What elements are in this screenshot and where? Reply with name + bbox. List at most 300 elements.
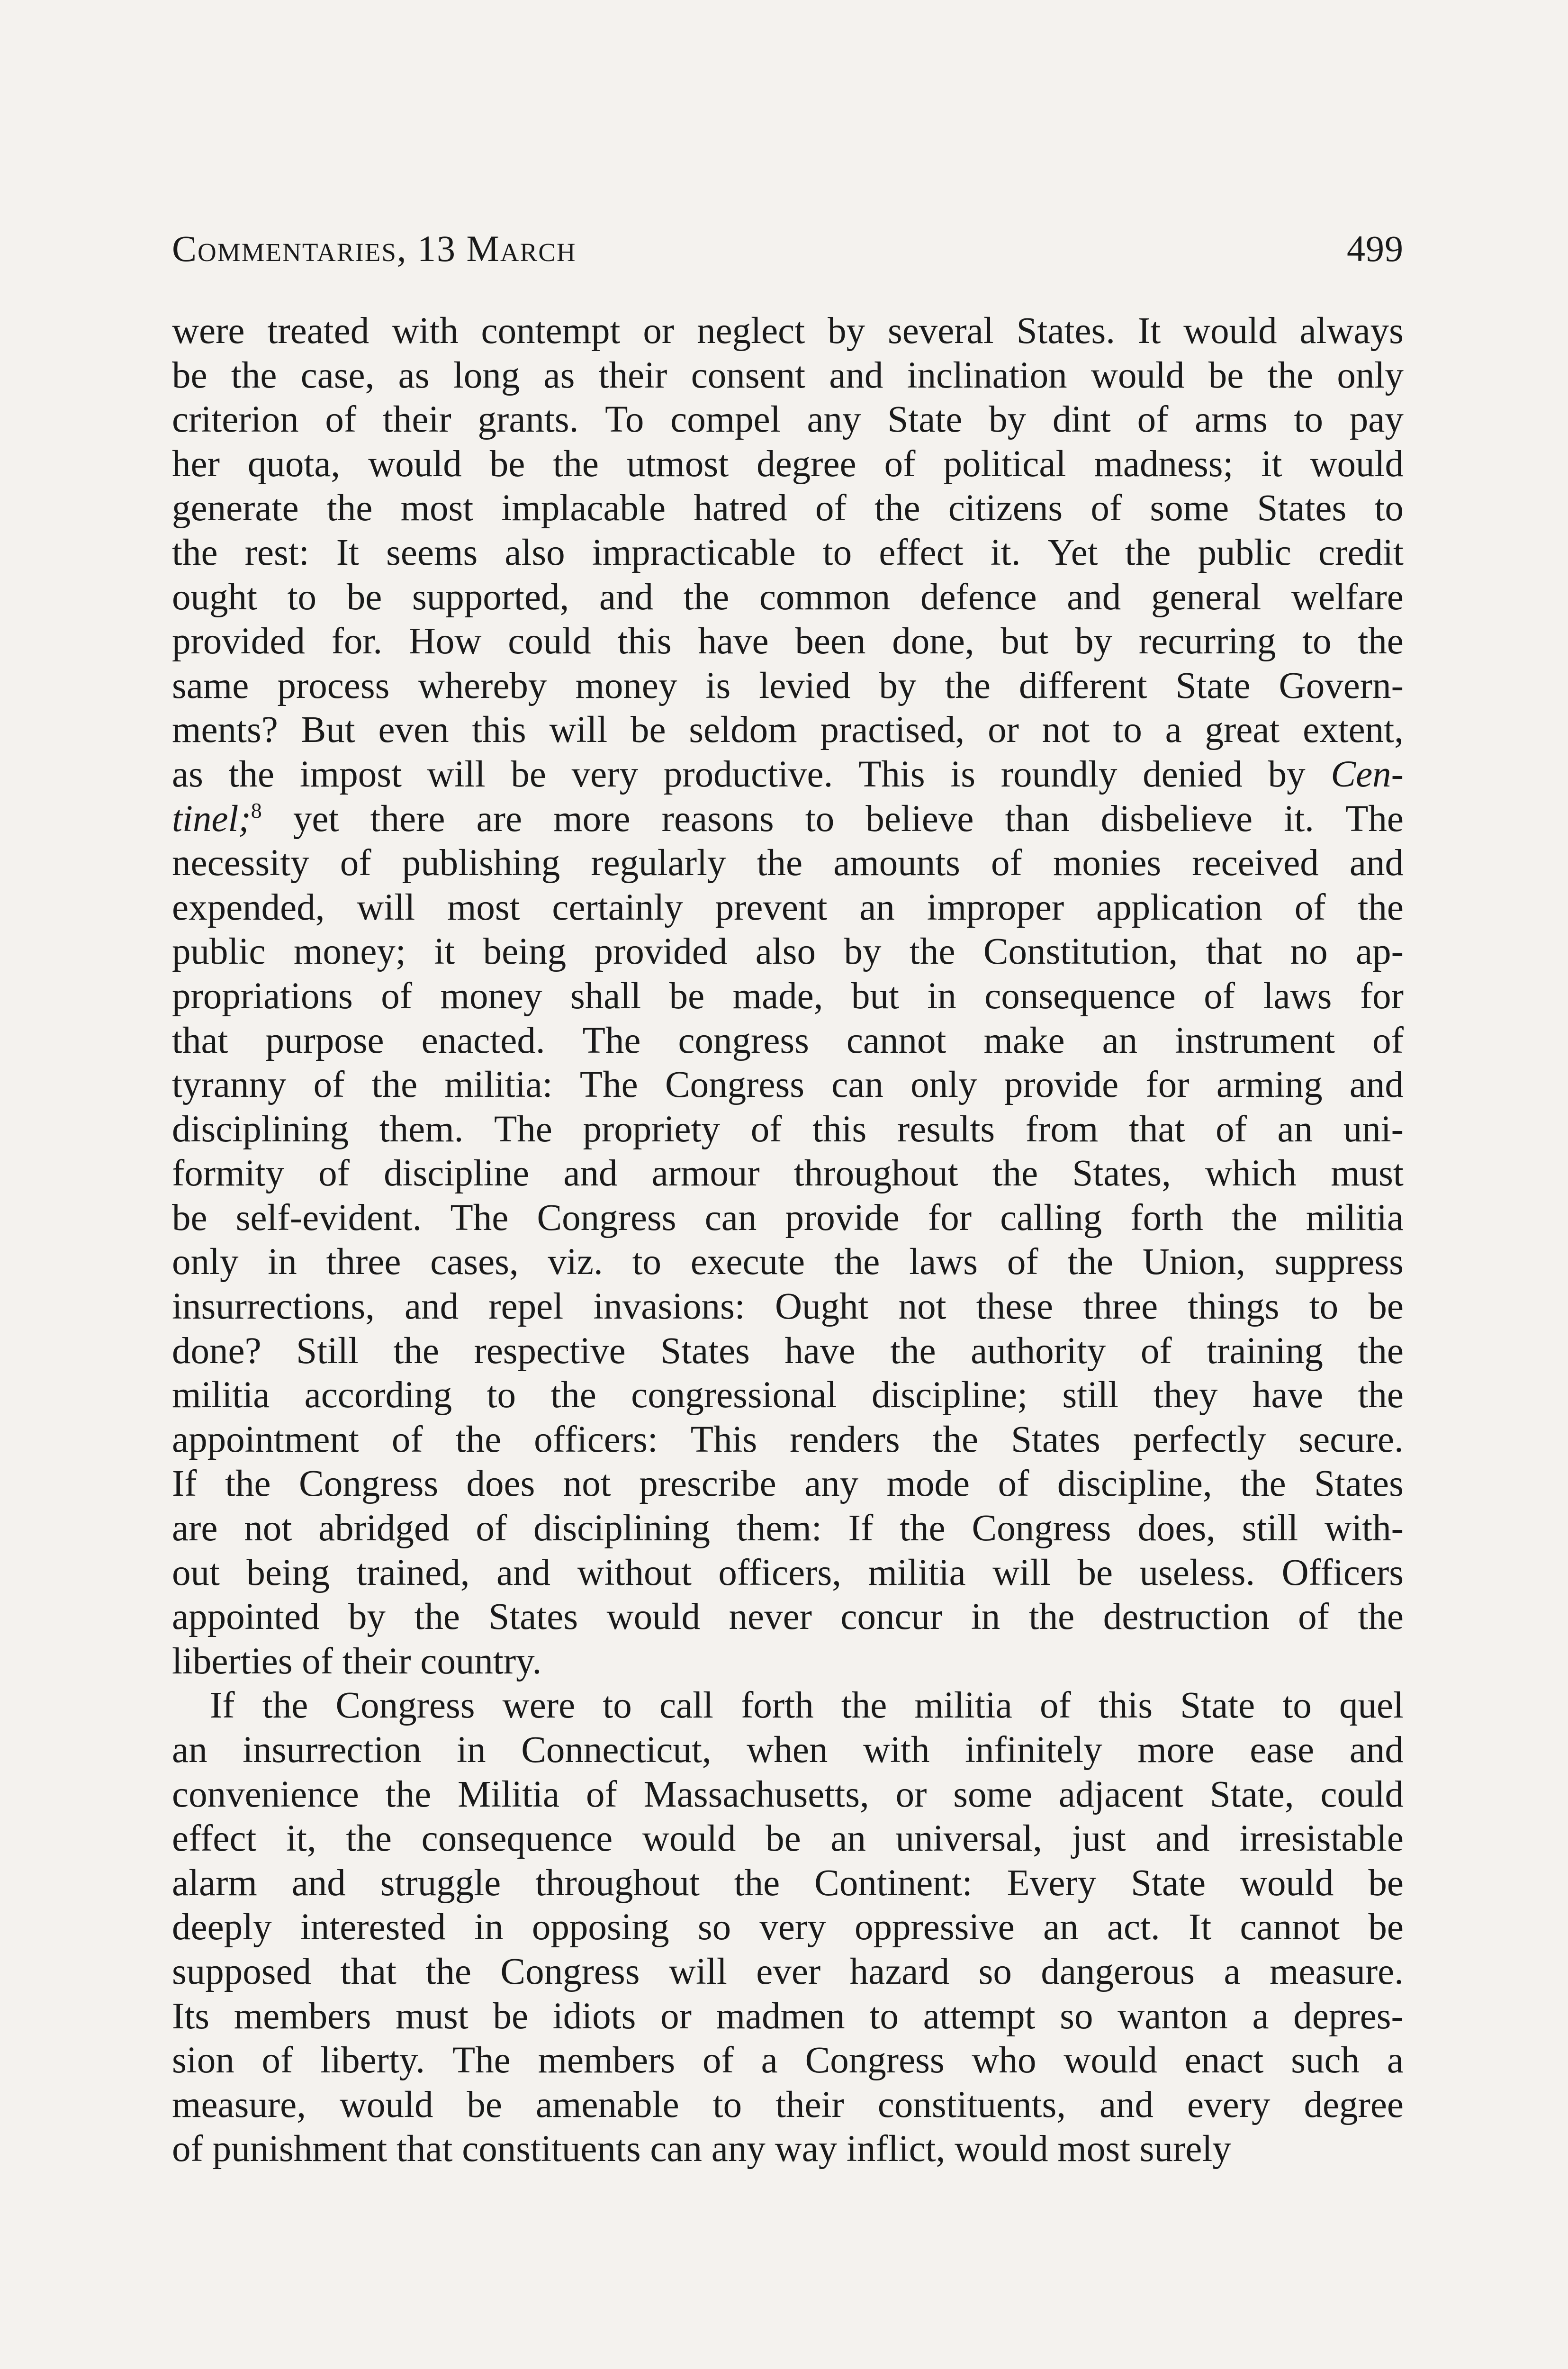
word: than <box>1005 798 1070 840</box>
word: most <box>400 488 474 529</box>
word: secure. <box>1298 1419 1404 1460</box>
word: the <box>890 1330 936 1372</box>
word: The <box>1345 798 1404 840</box>
word: the <box>992 1153 1038 1194</box>
word: most <box>447 886 520 928</box>
word: the <box>1125 532 1171 573</box>
word: provide <box>1004 1064 1119 1106</box>
word: shall <box>570 975 641 1017</box>
word: an <box>1043 1907 1079 1948</box>
word: be <box>766 1818 801 1860</box>
word: quota, <box>247 443 341 485</box>
word: punishment <box>212 2128 387 2170</box>
word: the <box>393 1330 439 1372</box>
word: wanton <box>1117 1995 1228 2037</box>
word: still <box>1242 1508 1298 1549</box>
word: State <box>1175 665 1251 706</box>
word: This <box>690 1419 757 1460</box>
word: congress <box>678 1020 809 1061</box>
word: believe <box>865 798 974 840</box>
word: defence <box>920 576 1037 618</box>
word: to <box>1374 488 1404 529</box>
word: the <box>1267 354 1314 396</box>
word: money; <box>293 931 406 973</box>
word: three <box>326 1241 401 1283</box>
text-line <box>172 664 1404 708</box>
word: of <box>1204 975 1235 1017</box>
word: to <box>1302 621 1332 662</box>
word: Continent: <box>814 1862 973 1904</box>
word: be <box>467 2084 502 2125</box>
word: for <box>928 1197 972 1239</box>
word: of <box>381 975 413 1017</box>
word: the <box>1358 621 1404 662</box>
word: provided <box>172 621 305 662</box>
word: never <box>729 1596 812 1638</box>
word: prevent <box>715 886 828 928</box>
word: this <box>812 1108 867 1150</box>
word: consequence <box>421 1818 613 1860</box>
text-line <box>172 1950 1404 1994</box>
word: congressional <box>631 1374 837 1416</box>
word: an <box>1277 1108 1313 1150</box>
word: and <box>1349 842 1404 884</box>
word: could <box>508 621 591 662</box>
word: every <box>1187 2084 1271 2125</box>
word: measure. <box>1270 1951 1404 1992</box>
word: the <box>1028 1596 1075 1638</box>
word: officers: <box>534 1419 658 1460</box>
word: This <box>858 753 925 795</box>
word: infinitely <box>965 1729 1102 1771</box>
word: it, <box>286 1818 316 1860</box>
word: compel <box>670 399 781 441</box>
word: it. <box>990 532 1021 573</box>
word: country. <box>420 1640 542 1682</box>
word: in <box>474 1907 504 1948</box>
word: her <box>172 443 220 485</box>
word: hatred <box>694 488 787 529</box>
word: States <box>1257 488 1347 529</box>
word: of <box>1090 488 1122 529</box>
text-line <box>172 708 1404 752</box>
word: enacted. <box>421 1020 545 1061</box>
word: in <box>971 1596 1000 1638</box>
word: for <box>1145 1064 1190 1106</box>
word: discipline; <box>872 1374 1028 1416</box>
word: as <box>172 753 203 795</box>
word: not <box>1042 709 1090 751</box>
word: enact <box>1184 2040 1264 2081</box>
word: can <box>704 1197 757 1239</box>
word: being <box>483 931 567 973</box>
word: measure, <box>172 2084 306 2125</box>
word: Still <box>296 1330 359 1372</box>
word: would <box>1310 443 1404 485</box>
text-line <box>172 398 1404 442</box>
book-page <box>172 227 1404 2171</box>
word: for. <box>331 621 383 662</box>
word: their <box>342 1640 411 1682</box>
word: dint <box>1052 399 1111 441</box>
word: disbelieve <box>1100 798 1253 840</box>
word: and <box>1349 1064 1404 1106</box>
word: pay <box>1349 399 1404 441</box>
word: militia <box>914 1685 1012 1727</box>
word: Massachusetts, <box>643 1773 869 1815</box>
word: call <box>659 1685 713 1727</box>
word: Congress <box>500 1951 640 1992</box>
word: a <box>1387 2040 1404 2081</box>
text-line <box>172 886 1404 930</box>
word: arming <box>1216 1064 1323 1106</box>
word: self-evident. <box>235 1197 422 1239</box>
word: in <box>457 1729 486 1771</box>
word: does, <box>1137 1508 1216 1549</box>
word: States <box>1314 1463 1404 1505</box>
word: the <box>425 1951 471 1992</box>
word: recurring <box>1138 621 1276 662</box>
word: some <box>1150 488 1229 529</box>
word: an <box>859 886 895 928</box>
word: the <box>945 665 991 706</box>
word: welfare <box>1291 576 1404 618</box>
word: The <box>582 1020 641 1061</box>
text-line <box>172 1772 1404 1817</box>
word: that <box>1206 931 1262 973</box>
word: States <box>488 1596 578 1638</box>
word: of <box>1372 1020 1404 1061</box>
word: their <box>775 2084 844 2125</box>
word: the <box>1358 1374 1404 1416</box>
word: done, <box>892 621 974 662</box>
text-line <box>172 1107 1404 1152</box>
word: Union, <box>1142 1241 1246 1283</box>
word: Constitution, <box>983 931 1178 973</box>
word: that <box>172 1020 228 1061</box>
word: Ought <box>775 1286 869 1328</box>
word: they <box>1153 1374 1218 1416</box>
word: have <box>784 1330 856 1372</box>
word: seems <box>386 532 478 573</box>
word: consent <box>691 354 806 396</box>
running-title: Commentaries, 13 March <box>172 228 577 269</box>
word: disciplining <box>172 1108 349 1150</box>
word: would <box>642 1818 736 1860</box>
word: any <box>711 2128 766 2170</box>
text-line <box>172 974 1404 1019</box>
word: of <box>476 1508 507 1549</box>
word: Militia <box>458 1773 560 1815</box>
word: who <box>972 2040 1036 2081</box>
text-line <box>172 619 1404 664</box>
word: as <box>398 354 430 396</box>
word: certainly <box>552 886 683 928</box>
word: abridged <box>318 1508 450 1549</box>
word: such <box>1291 2040 1360 2081</box>
word: ought <box>172 576 257 618</box>
text-line <box>172 1595 1404 1639</box>
word: mode <box>886 1463 970 1505</box>
word: Congress <box>299 1463 439 1505</box>
word: amounts <box>833 842 960 884</box>
word: publishing <box>402 842 560 884</box>
word: being <box>246 1552 330 1593</box>
word: to <box>1309 1286 1339 1328</box>
word: and <box>496 1552 551 1593</box>
word: that <box>340 1951 397 1992</box>
word: the <box>1358 886 1404 928</box>
word: the <box>734 1862 780 1904</box>
word: when <box>747 1729 828 1771</box>
word: were <box>172 310 245 352</box>
word: more <box>553 798 631 840</box>
word: of <box>1140 1330 1172 1372</box>
word: States <box>1011 1419 1100 1460</box>
word: of <box>261 2040 293 2081</box>
word: same <box>172 665 249 706</box>
word: Congress <box>972 1508 1111 1549</box>
word: and <box>291 1862 346 1904</box>
word: these <box>976 1286 1054 1328</box>
word: Congress <box>537 1197 676 1239</box>
word: impost <box>299 753 402 795</box>
word: are <box>476 798 523 840</box>
word: struggle <box>380 1862 501 1904</box>
word: to <box>712 2084 742 2125</box>
word: concur <box>840 1596 943 1638</box>
word: the <box>231 354 277 396</box>
word: make <box>983 1020 1065 1061</box>
word: or <box>643 310 675 352</box>
word: militia <box>868 1552 966 1593</box>
word: made, <box>732 975 823 1017</box>
word: inclination <box>907 354 1067 396</box>
word: It <box>1188 1907 1212 1948</box>
word: a <box>761 2040 778 2081</box>
text-line <box>172 1373 1404 1418</box>
word: them: <box>736 1508 822 1549</box>
word: would <box>1090 354 1185 396</box>
word: roundly <box>1000 753 1117 795</box>
word: viz. <box>548 1241 603 1283</box>
word: the <box>346 1818 392 1860</box>
word: States, <box>1072 1153 1171 1194</box>
word: the <box>1232 1197 1278 1239</box>
word: laws <box>909 1241 978 1283</box>
word: cases, <box>430 1241 519 1283</box>
word: discipline, <box>1057 1463 1212 1505</box>
word: of <box>172 2128 203 2170</box>
word: constituents <box>462 2128 641 2170</box>
text-line <box>172 1817 1404 1861</box>
word: a <box>1252 1995 1269 2037</box>
word: several <box>887 310 994 352</box>
word: or <box>988 709 1019 751</box>
word: process <box>277 665 390 706</box>
text-line <box>172 797 1404 841</box>
word: by <box>828 310 865 352</box>
word: practised, <box>820 709 965 751</box>
word: of <box>1137 399 1169 441</box>
text-line <box>172 2127 1404 2171</box>
word: be <box>489 443 525 485</box>
word: of <box>302 1640 333 1682</box>
word: formity <box>172 1153 284 1194</box>
word: suppress <box>1274 1241 1404 1283</box>
word: effect <box>879 532 964 573</box>
word: this <box>472 709 526 751</box>
word: the <box>841 1685 887 1727</box>
word: will <box>992 1552 1051 1593</box>
word: discipline <box>384 1153 530 1194</box>
word: regularly <box>591 842 726 884</box>
word: contempt <box>481 310 621 352</box>
word: of <box>313 1064 345 1106</box>
word: but <box>1000 621 1049 662</box>
word: denied <box>1143 753 1243 795</box>
word: propriety <box>583 1108 721 1150</box>
word: but <box>851 975 899 1017</box>
word: application <box>1096 886 1262 928</box>
word: general <box>1151 576 1262 618</box>
word: to <box>1294 399 1323 441</box>
word: To <box>605 399 644 441</box>
word: be <box>1077 1552 1113 1593</box>
word: things <box>1188 1286 1280 1328</box>
word: by <box>1075 621 1113 662</box>
word: training <box>1207 1330 1323 1372</box>
word: be <box>631 709 666 751</box>
word: Yet <box>1047 532 1098 573</box>
word: or <box>660 1995 692 2037</box>
word: criterion <box>172 399 299 441</box>
word: the <box>225 1463 271 1505</box>
word: ments? <box>172 709 278 751</box>
word: and <box>1349 1729 1404 1771</box>
word: always <box>1299 310 1404 352</box>
word: also <box>755 931 816 973</box>
word: State <box>887 399 963 441</box>
word: levied <box>759 665 851 706</box>
word: money <box>440 975 542 1017</box>
word: political <box>943 443 1066 485</box>
word: How <box>408 621 482 662</box>
word: execute <box>690 1241 805 1283</box>
footnote-marker: 8 <box>251 798 262 823</box>
word: is <box>705 665 731 706</box>
word: hazard <box>849 1951 950 1992</box>
word: the <box>900 1508 946 1549</box>
text-line <box>172 353 1404 398</box>
word: and <box>1099 2084 1154 2125</box>
word: of <box>1007 1241 1038 1283</box>
word: in <box>927 975 956 1017</box>
word: Congress <box>805 2040 945 2081</box>
word: are <box>172 1508 218 1549</box>
word: their <box>382 399 451 441</box>
word: by <box>879 665 917 706</box>
word: be <box>1208 354 1244 396</box>
text-line <box>172 1284 1404 1329</box>
paragraph <box>172 1683 1404 2171</box>
word: monies <box>1053 842 1162 884</box>
body-text <box>172 309 1404 2171</box>
text-line <box>172 752 1404 797</box>
word: madmen <box>716 1995 845 2037</box>
word: with- <box>1325 1508 1404 1549</box>
word: would <box>955 2128 1048 2170</box>
word: would <box>1240 1862 1334 1904</box>
word: appointment <box>172 1419 359 1460</box>
word: very <box>759 1907 826 1948</box>
word: of <box>702 2040 734 2081</box>
word: idiots <box>552 1995 636 2037</box>
word: of <box>318 1153 350 1194</box>
word: State <box>1131 1862 1206 1904</box>
word: any <box>804 1463 859 1505</box>
word: of <box>340 842 371 884</box>
word: no <box>1290 931 1328 973</box>
text-line <box>172 1728 1404 1772</box>
text-line <box>172 1462 1404 1506</box>
word: three <box>1083 1286 1158 1328</box>
word: for <box>1360 975 1404 1017</box>
word: yet <box>293 798 339 840</box>
word: oppressive <box>854 1907 1015 1948</box>
word: useless. <box>1139 1552 1255 1593</box>
word: seldom <box>689 709 797 751</box>
word: surely <box>1139 2128 1231 2170</box>
word: tinel;$^8$ <box>172 798 262 840</box>
word: by <box>989 399 1027 441</box>
word: the <box>909 931 955 973</box>
word: and <box>405 1286 459 1328</box>
word: It <box>1137 310 1161 352</box>
word: tyranny <box>172 1064 287 1106</box>
text-line <box>172 1506 1404 1551</box>
word: cannot <box>846 1020 946 1061</box>
word: an <box>830 1818 866 1860</box>
word: the <box>932 1419 979 1460</box>
word: provide <box>785 1197 900 1239</box>
word: adjacent <box>1058 1773 1184 1815</box>
word: of <box>586 1773 617 1815</box>
word: the <box>1067 1241 1113 1283</box>
word: have <box>1252 1374 1324 1416</box>
word: of <box>391 1419 423 1460</box>
word: without <box>577 1552 692 1593</box>
text-line <box>172 1551 1404 1595</box>
text-line <box>172 1019 1404 1063</box>
word: Every <box>1007 1862 1097 1904</box>
word: to <box>805 798 835 840</box>
word: this <box>1098 1685 1153 1727</box>
word: must <box>396 1995 469 2037</box>
word: could <box>1320 1773 1404 1815</box>
word: to <box>1282 1685 1312 1727</box>
word: so <box>1060 1995 1093 2037</box>
word: even <box>378 709 449 751</box>
word: this <box>617 621 672 662</box>
word: The <box>494 1108 552 1150</box>
word: The <box>452 2040 511 2081</box>
word: their <box>598 354 667 396</box>
word: with <box>863 1729 930 1771</box>
word: necessity <box>172 842 309 884</box>
word: or <box>895 1773 927 1815</box>
word: be <box>346 576 382 618</box>
